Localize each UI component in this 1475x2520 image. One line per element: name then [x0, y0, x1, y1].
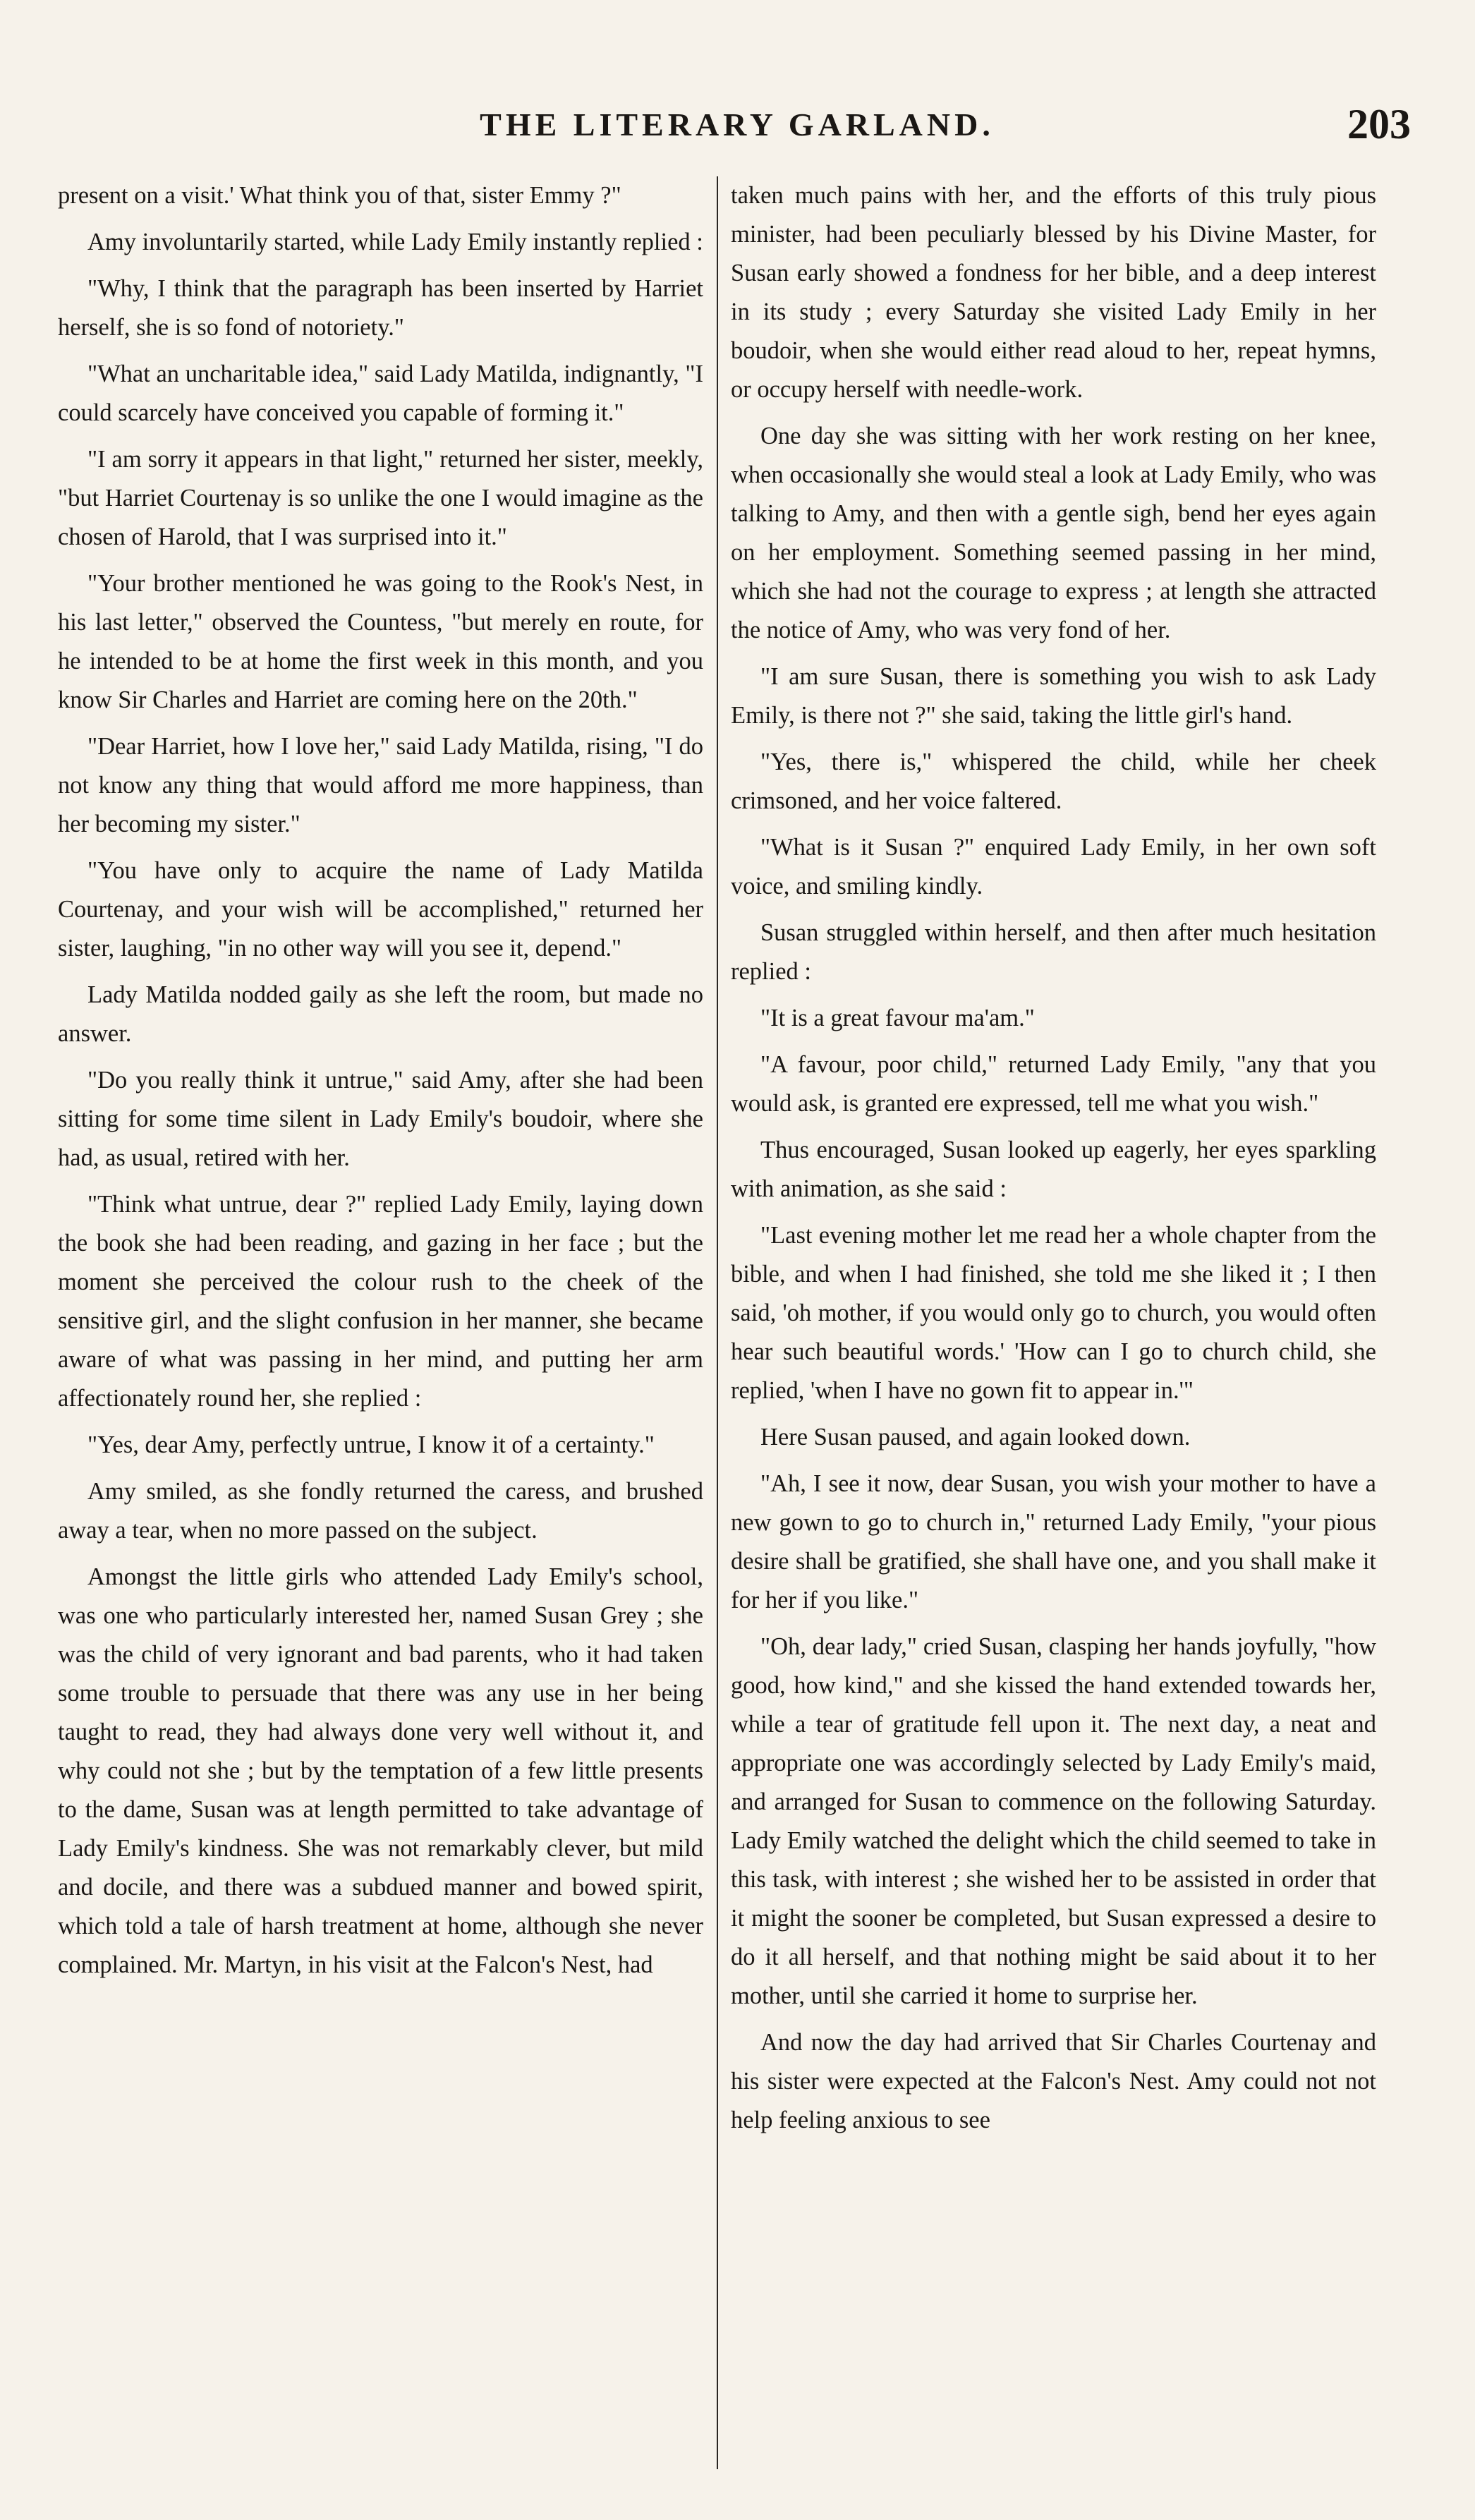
paragraph: "Why, I think that the paragraph has been inserted by Harriet herself, she is so fond of notoriety."	[58, 275, 703, 341]
paragraph: "I am sorry it appears in that light," returned her sister, meekly, "but Harriet Courtenay is so unlike the one I would imagine as the chosen of Harold, that I was surprised into it."	[58, 446, 703, 550]
paragraph: Here Susan paused, and again looked down.	[760, 1424, 1191, 1450]
paragraph: "Yes, there is," whispered the child, while her cheek crimsoned, and her voice faltered.	[731, 749, 1376, 814]
paragraph: Amy smiled, as she fondly returned the caress, and brushed away a tear, when no more passed on the subject.	[58, 1478, 703, 1544]
paragraph: "Ah, I see it now, dear Susan, you wish your mother to have a new gown to go to church in," returned Lady Emily, "your pious desire shall be gratified, she shall have one, and you shall make it for her if you like."	[731, 1470, 1376, 1613]
page-header	[63, 101, 1411, 155]
paragraph: "Think what untrue, dear ?" replied Lady Emily, laying down the book she had been reading, and gazing in her face ; but the moment she perceived the colour rush to the cheek of the sensitive girl, and the slight confusion in her manner, she became aware of what was passing in her mind, and putting her arm affectionately round her, she replied :	[58, 1191, 703, 1412]
paragraph: "Do you really think it untrue," said Amy, after she had been sitting for some time silent in Lady Emily's boudoir, where she had, as usual, retired with her.	[58, 1067, 703, 1171]
page-number: 203	[1347, 101, 1411, 147]
paragraph: "I am sure Susan, there is something you wish to ask Lady Emily, is there not ?" she said, taking the little girl's hand.	[731, 663, 1376, 729]
paragraph: "A favour, poor child," returned Lady Emily, "any that you would ask, is granted ere expressed, tell me what you wish."	[731, 1051, 1376, 1117]
paragraph: Amongst the little girls who attended Lady Emily's school, was one who particularly interested her, named Susan Grey ; she was the child of very ignorant and bad parents, who it had taken some trouble to persuade that there was any use in her being taught to read, they had always done very well without it, and why could not she ; but by the temptation of a few little presents to the dame, Susan was at length permitted to take advantage of Lady Emily's kindness. She was not remarkably clever, but mild and docile, and there was a subdued manner and bowed spirit, which told a tale of harsh treatment at home, although she never complained. Mr. Martyn, in his visit at the Falcon's Nest, had	[58, 1563, 703, 1978]
paragraph: "It is a great favour ma'am."	[760, 1005, 1035, 1031]
paragraph: "You have only to acquire the name of Lady Matilda Courtenay, and your wish will be accomplished," returned her sister, laughing, "in no other way will you see it, depend."	[58, 857, 703, 962]
paragraph: Susan struggled within herself, and then after much hesitation replied :	[731, 919, 1376, 985]
paragraph: Lady Matilda nodded gaily as she left the room, but made no answer.	[58, 981, 703, 1047]
paragraph: One day she was sitting with her work resting on her knee, when occasionally she would steal a look at Lady Emily, who was talking to Amy, and then with a gentle sigh, bend her eyes again on her employment. Something seemed passing in her mind, which she had not the courage to express ; at length she attracted the notice of Amy, who was very fond of her.	[731, 423, 1376, 643]
paragraph: "Yes, dear Amy, perfectly untrue, I know it of a certainty."	[87, 1431, 655, 1458]
left-column	[58, 176, 703, 1992]
paragraph: present on a visit.' What think you of that, sister Emmy ?"	[58, 182, 621, 209]
paragraph: And now the day had arrived that Sir Charles Courtenay and his sister were expected at the Falcon's Nest. Amy could not not help feeling anxious to see	[731, 2029, 1376, 2133]
paragraph: "What an uncharitable idea," said Lady Matilda, indignantly, "I could scarcely have conceived you capable of forming it."	[58, 361, 703, 426]
right-column	[731, 176, 1376, 2148]
paragraph: Thus encouraged, Susan looked up eagerly, her eyes sparkling with animation, as she said :	[731, 1137, 1376, 1202]
paragraph: Amy involuntarily started, while Lady Emily instantly replied :	[87, 229, 703, 255]
paragraph: "Dear Harriet, how I love her," said Lady Matilda, rising, "I do not know any thing that would afford me more happiness, than her becoming my sister."	[58, 733, 703, 837]
paragraph: "Oh, dear lady," cried Susan, clasping her hands joyfully, "how good, how kind," and she kissed the hand extended towards her, while a tear of gratitude fell upon it. The next day, a neat and appropriate one was accordingly selected by Lady Emily's maid, and arranged for Susan to commence on the following Saturday. Lady Emily watched the delight which the child seemed to take in this task, with interest ; she wished her to be assisted in order that it might the sooner be completed, but Susan expressed a desire to do it all herself, and that nothing might be said about it to her mother, until she carried it home to surprise her.	[731, 1633, 1376, 2009]
column-divider	[717, 176, 718, 2469]
paragraph: "Last evening mother let me read her a whole chapter from the bible, and when I had finished, she told me she liked it ; I then said, 'oh mother, if you would only go to church, you would often hear such beautiful words.' 'How can I go to church child, she replied, 'when I have no gown fit to appear in.'"	[731, 1222, 1376, 1404]
paragraph: "What is it Susan ?" enquired Lady Emily, in her own soft voice, and smiling kindly.	[731, 834, 1376, 899]
paragraph: "Your brother mentioned he was going to the Rook's Nest, in his last letter," observed the Countess, "but merely en route, for he intended to be at home the first week in this month, and you know Sir Charles and Harriet are coming here on the 20th."	[58, 570, 703, 713]
paragraph: taken much pains with her, and the efforts of this truly pious minister, had been peculiarly blessed by his Divine Master, for Susan early showed a fondness for her bible, and a deep interest in its study ; every Saturday she visited Lady Emily in her boudoir, when she would either read aloud to her, repeat hymns, or occupy herself with needle-work.	[731, 182, 1376, 403]
running-title: THE LITERARY GARLAND.	[480, 107, 995, 143]
